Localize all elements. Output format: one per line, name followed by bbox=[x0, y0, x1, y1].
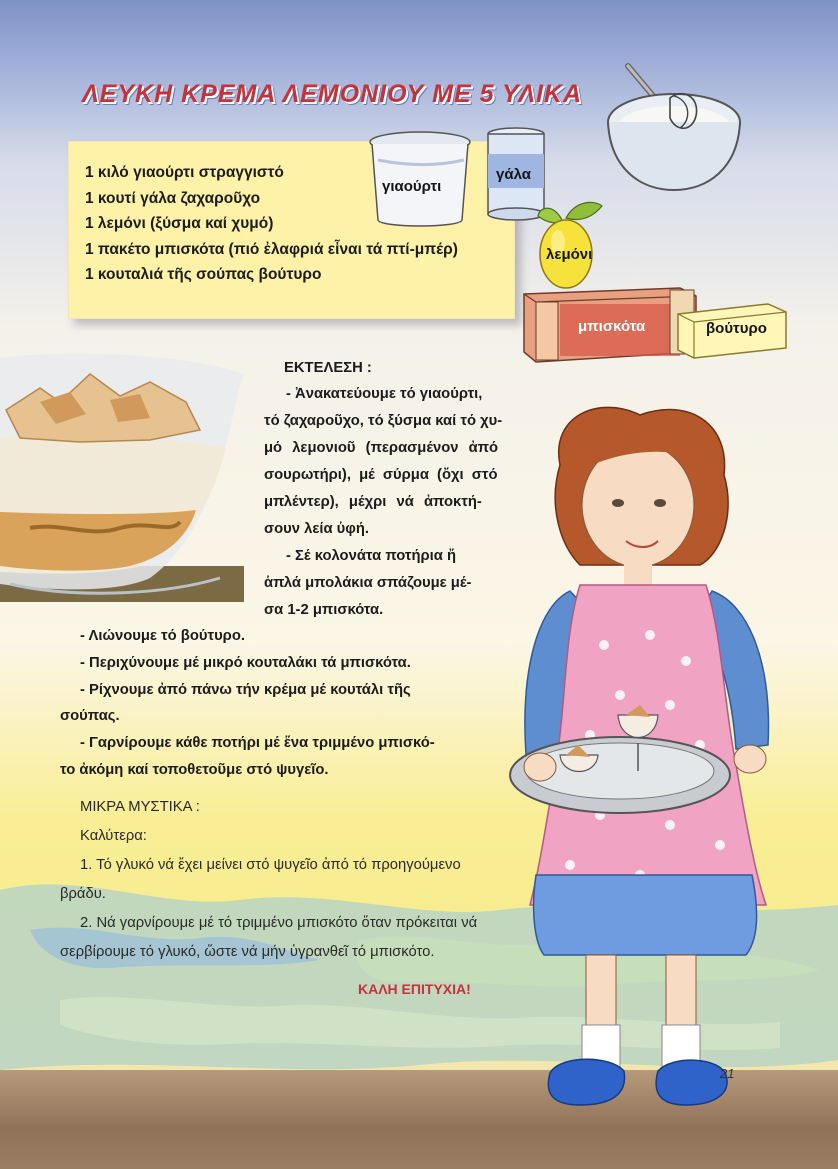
execution-line: - Ρίχνουμε ἀπό πάνω τήν κρέμα μέ κουτάλι τῆς bbox=[80, 682, 411, 698]
mixing-bowl-illustration bbox=[600, 58, 750, 198]
biscuits-label: μπισκότα bbox=[578, 318, 646, 335]
ingredient-item: 1 λεμόνι (ξύσμα καί χυμό) bbox=[85, 215, 274, 232]
execution-line: σουν λεία ὑφή. bbox=[264, 521, 370, 537]
milk-label: γάλα bbox=[496, 166, 531, 183]
secret-line: βράδυ. bbox=[60, 886, 106, 902]
dessert-glass-photo bbox=[0, 352, 250, 602]
secret-line: 1. Τό γλυκό νά ἔχει μείνει στό ψυγεῖο ἀπό τό προηγούμενο bbox=[80, 857, 461, 873]
ingredient-item: 1 κουτί γάλα ζαχαροῦχο bbox=[85, 189, 261, 207]
page-number: 21 bbox=[720, 1066, 735, 1081]
execution-line: - Σέ κολονάτα ποτήρια ἤ bbox=[286, 548, 457, 564]
girl-illustration bbox=[500, 405, 790, 1135]
ingredient-item: 1 πακέτο μπισκότα (πιό ἐλαφριά εἶναι τά πτί-μπέρ) bbox=[85, 240, 458, 258]
execution-line: ἁπλά μπολάκια σπάζουμε μέ- bbox=[264, 575, 472, 591]
secrets-heading: ΜΙΚΡΑ ΜΥΣΤΙΚΑ : bbox=[80, 799, 200, 815]
execution-line: - Ἀνακατεύουμε τό γιαούρτι, bbox=[286, 386, 483, 402]
lemon-label: λεμόνι bbox=[546, 246, 593, 263]
lemon-illustration bbox=[536, 196, 606, 292]
butter-label: βούτυρο bbox=[706, 320, 767, 337]
secret-line: 2. Νά γαρνίρουμε μέ τό τριμμένο μπισκότο ὅταν πρόκειται νά bbox=[80, 915, 478, 931]
execution-line: σουρωτήρι), μέ σύρμα (ὄχι στό bbox=[264, 467, 498, 483]
execution-line: - Γαρνίρουμε κάθε ποτήρι μέ ἕνα τριμμένο μπισκό- bbox=[80, 735, 435, 751]
yogurt-label: γιαούρτι bbox=[382, 178, 442, 195]
closing-wish: ΚΑΛΗ ΕΠΙΤΥΧΙΑ! bbox=[358, 981, 471, 997]
execution-line: μπλέντερ), μέχρι νά ἀποκτή- bbox=[264, 494, 482, 510]
execution-line: το ἀκόμη καί τοποθετοῦμε στό ψυγεῖο. bbox=[60, 762, 329, 778]
execution-line: - Περιχύνουμε μέ μικρό κουταλάκι τά μπισκότα. bbox=[80, 655, 411, 671]
execution-line: σα 1-2 μπισκότα. bbox=[264, 602, 384, 618]
execution-line: τό ζαχαροῦχο, τό ξύσμα καί τό χυ- bbox=[264, 413, 503, 429]
page-title: ΛΕΥΚΗ ΚΡΕΜΑ ΛΕΜΟΝΙΟΥ ΜΕ 5 ΥΛΙΚΑ bbox=[82, 80, 583, 108]
execution-line: - Λιώνουμε τό βούτυρο. bbox=[80, 628, 245, 644]
ingredient-item: 1 κουταλιά τῆς σούπας βούτυρο bbox=[85, 266, 322, 283]
secrets-intro: Καλύτερα: bbox=[80, 828, 147, 844]
execution-line: μό λεμονιοῦ (περασμένον ἀπό bbox=[264, 440, 499, 456]
execution-heading: ΕΚΤΕΛΕΣΗ : bbox=[284, 360, 372, 376]
ingredient-item: 1 κιλό γιαούρτι στραγγιστό bbox=[85, 164, 284, 181]
secret-line: σερβίρουμε τό γλυκό, ὥστε νά μήν ὑγρανθεῖ τό μπισκότο. bbox=[60, 944, 435, 960]
execution-line: σούπας. bbox=[60, 708, 120, 724]
